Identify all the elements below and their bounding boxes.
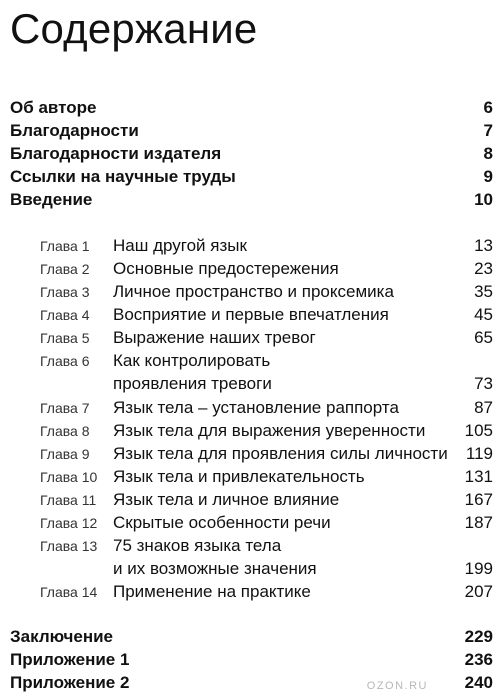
toc-entry-label: Приложение 2 <box>10 673 130 692</box>
chapter-title: Язык тела – установление раппорта <box>113 398 399 417</box>
chapter-page: 207 <box>464 582 493 601</box>
chapter-page: 35 <box>474 282 493 301</box>
chapter-page: 131 <box>464 467 493 486</box>
chapter-label: Глава 10 <box>40 469 98 485</box>
toc-entry-page: 7 <box>483 121 493 140</box>
chapter-title: Восприятие и первые впечатления <box>113 305 389 324</box>
chapter-page: 105 <box>464 421 493 440</box>
chapter-label: Глава 9 <box>40 446 90 462</box>
chapter-title: Скрытые особенности речи <box>113 513 331 532</box>
toc-entry-label: Ссылки на научные труды <box>10 167 236 186</box>
chapter-label: Глава 2 <box>40 261 90 277</box>
toc-entry-publisher-acknowledgements[interactable] <box>10 144 493 168</box>
toc-entry-conclusion[interactable] <box>10 627 493 651</box>
chapter-label: Глава 13 <box>40 538 98 554</box>
chapter-title: Применение на практике <box>113 582 311 601</box>
chapter-title-line2: проявления тревоги <box>113 374 272 393</box>
watermark: OZON.RU <box>366 680 428 692</box>
chapter-label: Глава 12 <box>40 515 98 531</box>
chapter-title: Выражение наших тревог <box>113 328 316 347</box>
chapter-label: Глава 5 <box>40 330 90 346</box>
chapter-title: Основные предостережения <box>113 259 339 278</box>
chapter-page: 187 <box>464 513 493 532</box>
chapter-label: Глава 7 <box>40 400 90 416</box>
toc-entry-references[interactable] <box>10 167 493 191</box>
toc-entry-label: Благодарности <box>10 121 139 140</box>
toc-entry-page: 6 <box>483 98 493 117</box>
chapter-title: Язык тела и привлекательность <box>113 467 365 486</box>
toc-entry-label: Приложение 1 <box>10 650 130 669</box>
toc-entry-about-author[interactable] <box>10 98 493 122</box>
toc-entry-introduction[interactable] <box>10 190 493 214</box>
chapter-page: 199 <box>464 559 493 578</box>
chapter-page: 87 <box>474 398 493 417</box>
chapter-title: Как контролировать <box>113 351 271 370</box>
toc-entry-label: Об авторе <box>10 98 97 117</box>
toc-entry-page: 8 <box>483 144 493 163</box>
toc-entry-label: Введение <box>10 190 93 209</box>
toc-entry-page: 240 <box>464 673 493 692</box>
toc-entry-page: 9 <box>483 167 493 186</box>
chapter-title: Наш другой язык <box>113 236 247 255</box>
chapter-title-line2: и их возможные значения <box>113 559 317 578</box>
chapter-title: Язык тела и личное влияние <box>113 490 340 509</box>
chapter-title: Язык тела для выражения уверенности <box>113 421 426 440</box>
toc-entry-page: 236 <box>464 650 493 669</box>
chapter-page: 13 <box>474 236 493 255</box>
chapter-label: Глава 6 <box>40 353 90 369</box>
page-title: Содержание <box>10 5 258 52</box>
chapter-label: Глава 14 <box>40 584 98 600</box>
toc-entry-label: Благодарности издателя <box>10 144 222 163</box>
chapter-page: 65 <box>474 328 493 347</box>
chapter-page: 73 <box>474 374 493 393</box>
chapter-label: Глава 4 <box>40 307 90 323</box>
chapter-page: 167 <box>464 490 493 509</box>
chapter-page: 45 <box>474 305 493 324</box>
toc-entry-acknowledgements[interactable] <box>10 121 493 145</box>
toc-entry-label: Заключение <box>10 627 113 646</box>
chapter-label: Глава 3 <box>40 284 90 300</box>
chapter-label: Глава 11 <box>40 492 97 508</box>
chapter-page: 23 <box>474 259 493 278</box>
chapter-title: 75 знаков языка тела <box>113 536 282 555</box>
chapter-label: Глава 1 <box>40 238 90 254</box>
toc-entry-page: 10 <box>474 190 493 209</box>
toc-entry-appendix-1[interactable] <box>10 650 493 674</box>
toc-entry-page: 229 <box>464 627 493 646</box>
chapter-label: Глава 8 <box>40 423 90 439</box>
chapter-page: 119 <box>465 444 493 463</box>
chapter-title: Язык тела для проявления силы личности <box>113 444 448 463</box>
chapter-title: Личное пространство и проксемика <box>113 282 394 301</box>
